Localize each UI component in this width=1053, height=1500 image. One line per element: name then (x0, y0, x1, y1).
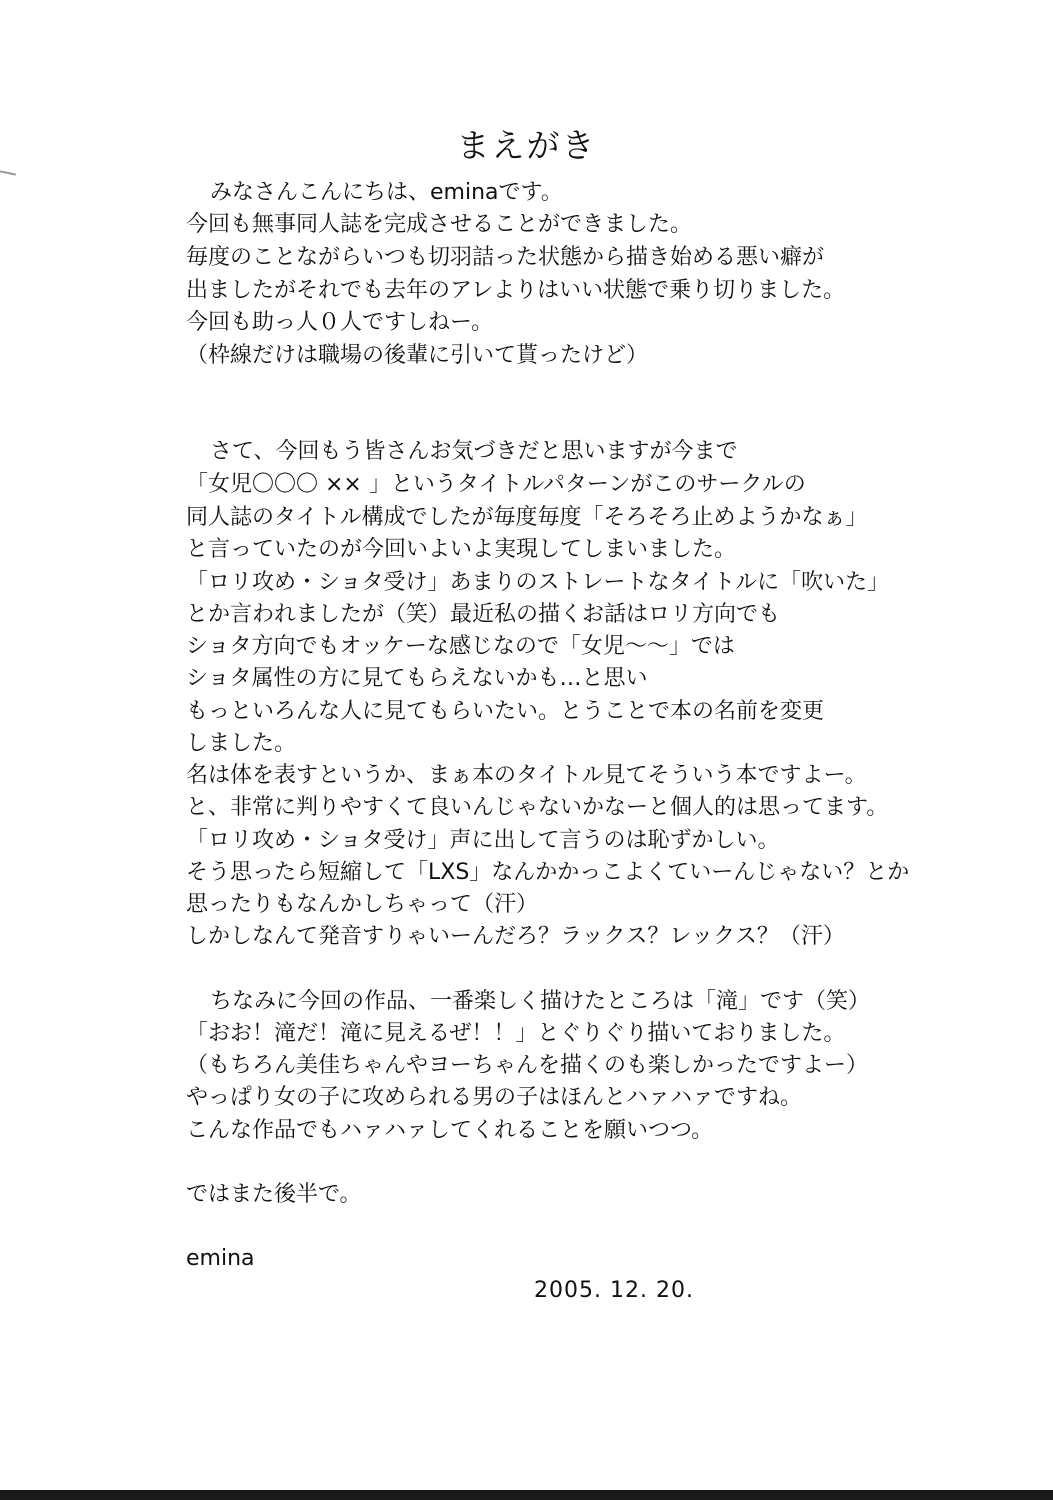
text-line: 思ったりもなんかしちゃって（汗） (186, 892, 539, 917)
text-line: こんな作品でもハァハァしてくれることを願いつつ。 (186, 1118, 714, 1143)
text-line: とか言われましたが（笑）最近私の描くお話はロリ方向でも (186, 602, 781, 627)
text-line: みなさんこんにちは、eminaです。 (210, 180, 563, 205)
author-signature: emina (186, 1246, 255, 1271)
date: 2005. 12. 20. (534, 1278, 694, 1303)
text-line: 「ロリ攻め・ショタ受け」あまりのストレートなタイトルに「吹いた」 (186, 570, 890, 595)
text-line: 今回も助っ人０人ですしねー。 (186, 310, 494, 335)
text-line: 出ましたがそれでも去年のアレよりはいい状態で乗り切りました。 (186, 278, 846, 303)
scan-bottom-edge (0, 1490, 1053, 1500)
text-line: （枠線だけは職場の後輩に引いて貰ったけど） (186, 343, 649, 368)
text-line: 毎度のことながらいつも切羽詰った状態から描き始める悪い癖が (186, 245, 825, 270)
text-line: ショタ方向でもオッケーな感じなので「女児～～」では (186, 634, 735, 659)
text-line: しかしなんて発音すりゃいーんだろ？ラックス？レックス？（汗） (186, 924, 845, 949)
text-line: 今回も無事同人誌を完成させることができました。 (186, 212, 693, 237)
closing-line: ではまた後半で。 (186, 1182, 362, 1207)
text-line: そう思ったら短縮して「LXS」なんかかっこよくていーんじゃない？とか (186, 860, 910, 885)
text-line: もっといろんな人に見てもらいたい。とうことで本の名前を変更 (186, 699, 825, 724)
text-line: （もちろん美佳ちゃんやヨーちゃんを描くのも楽しかったですよー） (186, 1053, 869, 1078)
text-line: 「おお！滝だ！滝に見えるぜ！！」とぐりぐり描いておりました。 (186, 1021, 846, 1046)
text-line: と、非常に判りやすくて良いんじゃないかなーと個人的は思ってます。 (186, 795, 889, 820)
text-line: 「ロリ攻め・ショタ受け」声に出して言うのは恥ずかしい。 (186, 828, 780, 853)
text-line: 同人誌のタイトル構成でしたが毎度毎度「そろそろ止めようかなぁ」 (186, 505, 868, 530)
text-line: と言っていたのが今回いよいよ実現してしまいました。 (186, 537, 737, 562)
scan-mark (0, 170, 16, 175)
text-line: ちなみに今回の作品、一番楽しく描けたところは「滝」です（笑） (210, 989, 871, 1014)
text-line: さて、今回もう皆さんお気づきだと思いますが今まで (210, 439, 738, 464)
text-line: 名は体を表すというか、まぁ本のタイトル見てそういう本ですよー。 (186, 763, 867, 788)
text-line: しました。 (186, 731, 297, 756)
page-title: まえがき (456, 126, 597, 165)
text-line: ショタ属性の方に見てもらえないかも…と思い (186, 666, 648, 691)
text-line: やっぱり女の子に攻められる男の子はほんとハァハァですね。 (186, 1085, 803, 1110)
text-line: 「女児〇〇〇 ×× 」というタイトルパターンがこのサークルの (186, 472, 806, 497)
